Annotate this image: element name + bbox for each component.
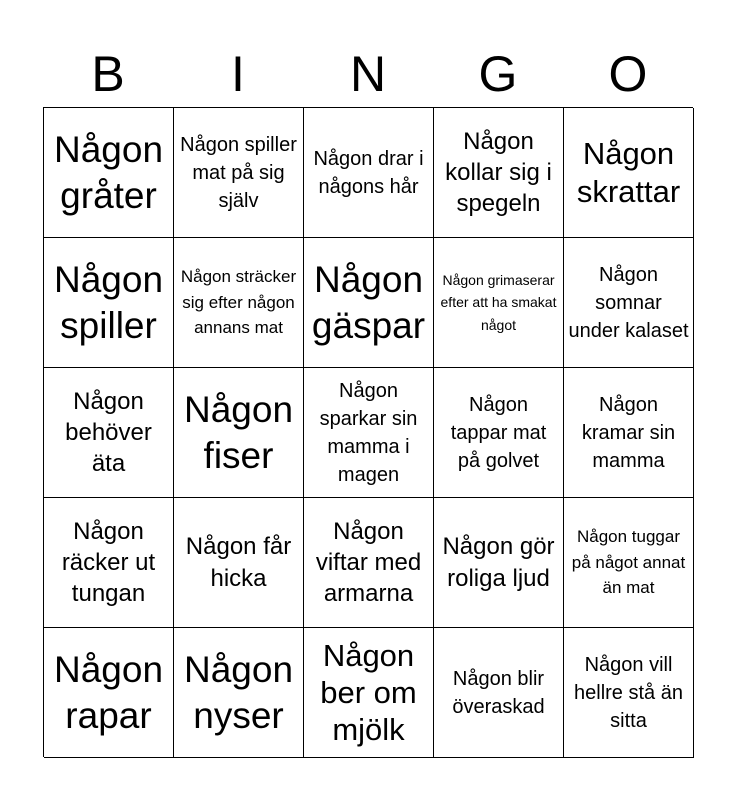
header-letter-g: G [478,46,518,102]
bingo-cell-r4-c1[interactable]: Någon räcker ut tungan [44,498,174,628]
bingo-cell-r3-c1[interactable]: Någon behöver äta [44,368,174,498]
header-letter-i: I [231,46,245,102]
header-letter-b: B [91,46,125,102]
bingo-cell-r5-c3[interactable]: Någon ber om mjölk [304,628,434,758]
bingo-grid [43,107,693,757]
bingo-cell-r2-c1[interactable]: Någon spiller [44,238,174,368]
bingo-cell-r3-c4[interactable]: Någon tappar mat på golvet [434,368,564,498]
bingo-cell-r5-c1[interactable]: Någon rapar [44,628,174,758]
bingo-cell-r1-c3[interactable]: Någon drar i någons hår [304,108,434,238]
bingo-cell-r5-c2[interactable]: Någon nyser [174,628,304,758]
bingo-cell-r1-c2[interactable]: Någon spiller mat på sig själv [174,108,304,238]
bingo-cell-r1-c4[interactable]: Någon kollar sig i spegeln [434,108,564,238]
bingo-cell-r1-c1[interactable]: Någon gråter [44,108,174,238]
bingo-cell-r2-c5[interactable]: Någon somnar under kalaset [564,238,694,368]
bingo-cell-r2-c4[interactable]: Någon grimaserar efter att ha smakat något [434,238,564,368]
bingo-cell-r4-c3[interactable]: Någon viftar med armarna [304,498,434,628]
bingo-cell-r4-c2[interactable]: Någon får hicka [174,498,304,628]
bingo-cell-r4-c4[interactable]: Någon gör roliga ljud [434,498,564,628]
bingo-cell-r5-c5[interactable]: Någon vill hellre stå än sitta [564,628,694,758]
bingo-cell-r2-c3[interactable]: Någon gäspar [304,238,434,368]
bingo-cell-r4-c5[interactable]: Någon tuggar på något annat än mat [564,498,694,628]
header-letter-n: N [349,46,387,102]
bingo-cell-r1-c5[interactable]: Någon skrattar [564,108,694,238]
bingo-cell-r5-c4[interactable]: Någon blir överaskad [434,628,564,758]
bingo-cell-r3-c3[interactable]: Någon sparkar sin mamma i magen [304,368,434,498]
bingo-header [43,40,693,108]
bingo-cell-r3-c5[interactable]: Någon kramar sin mamma [564,368,694,498]
bingo-cell-r3-c2[interactable]: Någon fiser [174,368,304,498]
bingo-cell-r2-c2[interactable]: Någon sträcker sig efter någon annans mat [174,238,304,368]
header-letter-o: O [608,46,648,102]
